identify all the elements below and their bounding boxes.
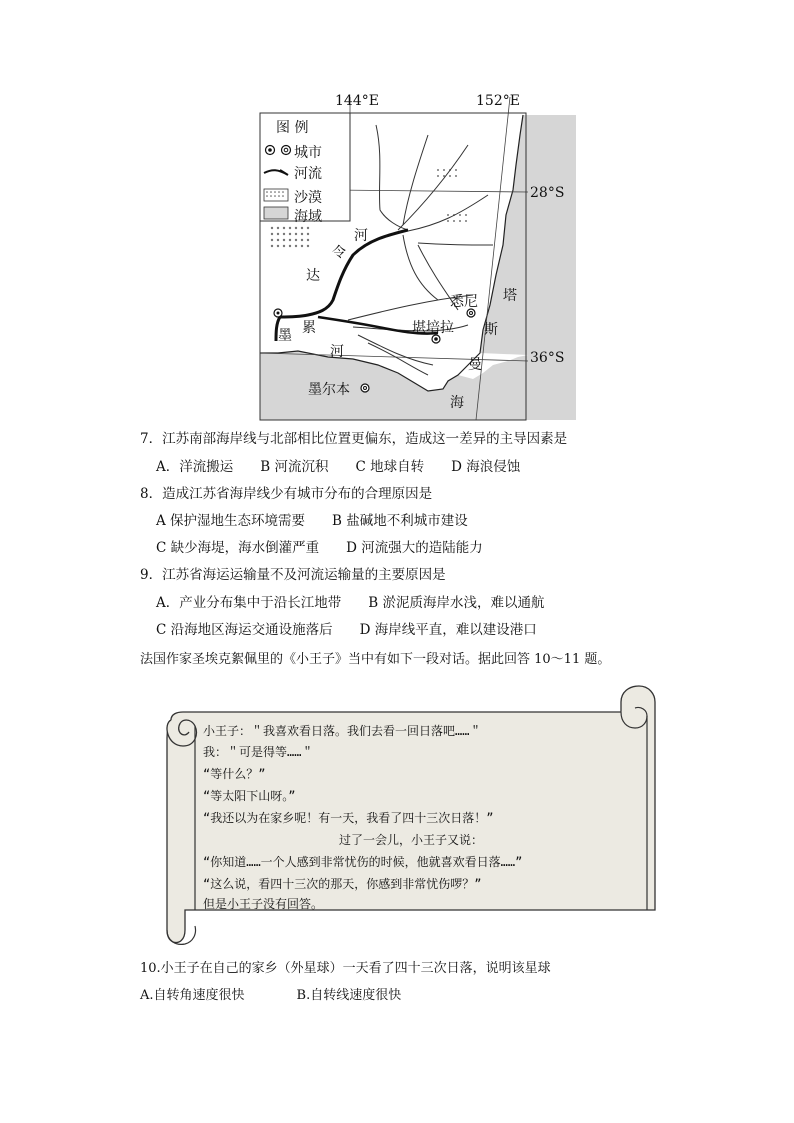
dialogue-line-4: “等太阳下山呀。” (203, 789, 296, 803)
label-ling: 令 (332, 245, 346, 261)
question-9-options-cd: C 沿海地区海运交通设施落后 D 海岸线平直，难以建设港口 (156, 622, 537, 638)
label-melbourne: 墨尔本 (308, 382, 350, 398)
question-10-stem: 10.小王子在自己的家乡（外星球）一天看了四十三次日落，说明该星球 (140, 961, 551, 976)
legend-title: 图 例 (276, 120, 309, 136)
label-he-2: 河 (330, 344, 344, 360)
question-7-options: A．洋流搬运 B 河流沉积 C 地球自转 D 海浪侵蚀 (156, 459, 521, 475)
australia-map (258, 95, 578, 425)
dialogue-line-9: 但是小王子没有回答。 (203, 897, 324, 911)
river-network (348, 125, 493, 375)
label-mo: 墨 (278, 328, 292, 344)
lon-label-144: 144°E (335, 93, 379, 109)
dialogue-line-6: 过了一会儿，小王子又说： (339, 833, 484, 847)
dialogue-line-5: “我还以为在家乡呢！有一天，我看了四十三次日落！” (203, 811, 494, 825)
label-he-1: 河 (354, 228, 368, 244)
question-9-options-ab: A．产业分布集中于沿长江地带 B 淤泥质海岸水浅，难以通航 (156, 595, 545, 611)
intro-text: 法国作家圣埃克絮佩里的《小王子》当中有如下一段对话。据此回答 10～11 题。 (140, 652, 611, 667)
dialogue-line-3: “等什么？” (203, 767, 266, 781)
lat-label-28: 28°S (530, 185, 565, 201)
label-si: 斯 (484, 322, 498, 338)
desert-symbol-icon (264, 189, 288, 201)
lon-label-152: 152°E (476, 93, 520, 109)
dialogue-line-2: 我：＂可是得等……＂ (203, 745, 314, 759)
question-8-stem: 8．造成江苏省海岸线少有城市分布的合理原因是 (140, 486, 433, 502)
label-lei: 累 (302, 320, 316, 336)
dialogue-scroll (165, 684, 659, 946)
label-da: 达 (306, 268, 320, 284)
label-hai: 海 (450, 395, 464, 411)
label-ta: 塔 (503, 288, 517, 304)
legend-label-sea: 海域 (294, 209, 322, 225)
label-sydney: 悉尼 (450, 294, 478, 310)
question-8-options-cd: C 缺少海堤，海水倒灌严重 D 河流强大的造陆能力 (156, 540, 483, 556)
legend-label-river: 河流 (294, 166, 322, 182)
parallel-28 (333, 190, 528, 192)
legend-label-desert: 沙漠 (294, 190, 322, 206)
sea-symbol-icon (264, 207, 288, 219)
question-8-options-ab: A 保护湿地生态环境需要 B 盐碱地不利城市建设 (156, 513, 468, 529)
lat-label-36: 36°S (530, 350, 565, 366)
label-canberra: 堪培拉 (412, 320, 454, 336)
dialogue-line-8: “这么说，看四十三次的那天，你感到非常忧伤啰？” (203, 877, 482, 891)
question-10-options: A.自转角速度很快 B.自转线速度很快 (140, 988, 402, 1003)
question-9-stem: 9．江苏省海运运输量不及河流运输量的主要原因是 (140, 567, 446, 583)
dialogue-line-1: 小王子：＂我喜欢看日落。我们去看一回日落吧……＂ (203, 724, 482, 738)
question-7-stem: 7．江苏南部海岸线与北部相比位置更偏东，造成这一差异的主导因素是 (140, 431, 568, 447)
legend-label-city: 城市 (294, 145, 322, 161)
melbourne-marker (361, 384, 369, 392)
mo-city-marker (274, 309, 282, 317)
label-man: 曼 (468, 357, 482, 373)
dialogue-line-7: “你知道……一个人感到非常忧伤的时候，他就喜欢看日落……” (203, 855, 523, 869)
